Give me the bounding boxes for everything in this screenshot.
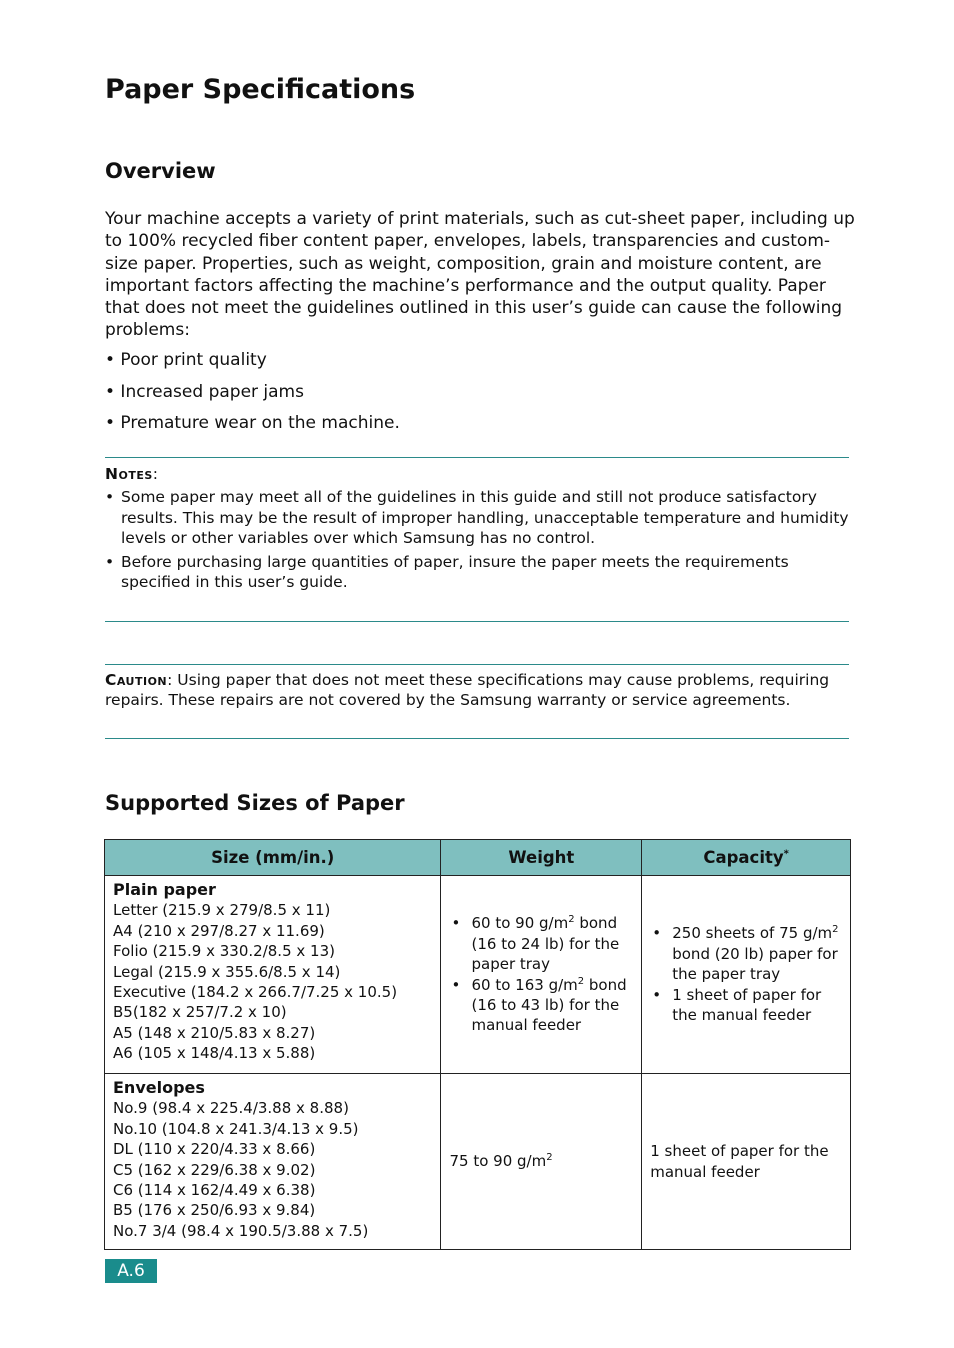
paper-sizes-table [104, 839, 851, 1250]
overview-bullet: • Premature wear on the machine. [105, 413, 400, 433]
capacity-list [650, 923, 842, 1025]
capacity-cell [642, 876, 851, 1074]
size-item: No.9 (98.4 x 225.4/3.88 x 8.88) [113, 1099, 349, 1118]
overview-paragraph: Your machine accepts a variety of print materials, such as cut-sheet paper, including up to 100% recycled fiber content paper, envelopes, labels, transparencies and custom-size paper. Properties, such as weight, composition, grain and moisture content, are important factors affecting the machine’s performance and the output quality. Paper that does not meet the guidelines outlined in this user’s guide can cause the following problems: [105, 209, 855, 341]
size-item: No.10 (104.8 x 241.3/4.13 x 9.5) [113, 1119, 359, 1138]
divider [105, 664, 849, 665]
divider [105, 738, 849, 739]
weight-text: 60 to 163 g/m [471, 975, 578, 994]
overview-heading: Overview [105, 159, 216, 183]
header-capacity [642, 840, 851, 876]
superscript: 2 [577, 975, 585, 987]
size-item: B5 (176 x 250/6.93 x 9.84) [113, 1201, 316, 1220]
size-item: C6 (114 x 162/4.49 x 6.38) [113, 1181, 316, 1200]
capacity-item [650, 923, 842, 984]
weight-text: bond (16 to 43 lb) for the manual feeder [471, 975, 627, 1035]
size-item: Legal (215.9 x 355.6/8.5 x 14) [113, 962, 341, 981]
row-title: Plain paper [113, 880, 216, 899]
overview-bullet: • Increased paper jams [105, 382, 304, 402]
weight-cell [441, 1074, 642, 1250]
notes-label-line [105, 464, 849, 484]
size-item: B5(182 x 257/7.2 x 10) [113, 1003, 287, 1022]
table-header-row [105, 840, 851, 876]
superscript: 2 [832, 924, 839, 936]
notes-block [105, 464, 849, 593]
capacity-text: 1 sheet of paper for the manual feeder [672, 985, 822, 1025]
header-weight: Weight [441, 840, 642, 876]
row-title: Envelopes [113, 1078, 205, 1097]
capacity-cell: 1 sheet of paper for the manual feeder [642, 1074, 851, 1250]
supported-sizes-heading: Supported Sizes of Paper [105, 791, 405, 815]
caution-label: Caution [105, 671, 168, 689]
size-item: Folio (215.9 x 330.2/8.5 x 13) [113, 942, 335, 961]
superscript: 2 [546, 1152, 553, 1164]
page-title: Paper Specifications [105, 74, 416, 105]
page-number: A.6 [105, 1259, 157, 1283]
weight-text: 75 to 90 g/m [449, 1152, 547, 1171]
size-item: DL (110 x 220/4.33 x 8.66) [113, 1140, 316, 1159]
size-item: A6 (105 x 148/4.13 x 5.88) [113, 1044, 316, 1063]
weight-item [449, 975, 633, 1036]
weight-text: 60 to 90 g/m [471, 914, 569, 933]
size-cell [105, 876, 441, 1074]
footnote-mark: * [783, 848, 789, 860]
note-item: • Before purchasing large quantities of paper, insure the paper meets the requirements specified in this user’s guide. [105, 552, 849, 593]
table-row [105, 876, 851, 1074]
size-item: A4 (210 x 297/8.27 x 11.69) [113, 921, 325, 940]
capacity-text: 250 sheets of 75 g/m [672, 924, 833, 943]
size-item: Letter (215.9 x 279/8.5 x 11) [113, 901, 331, 920]
caution-block [105, 670, 849, 711]
size-item: No.7 3/4 (98.4 x 190.5/3.88 x 7.5) [113, 1221, 369, 1240]
weight-cell [441, 876, 642, 1074]
size-cell [105, 1074, 441, 1250]
notes-colon: : [152, 465, 158, 483]
header-capacity-label: Capacity [703, 848, 784, 867]
weight-text: bond (16 to 24 lb) for the paper tray [471, 914, 620, 974]
overview-bullet: • Poor print quality [105, 350, 267, 370]
table-row [105, 1074, 851, 1250]
superscript: 2 [568, 914, 575, 926]
capacity-item [650, 985, 842, 1026]
notes-label: Notes [105, 465, 153, 483]
divider [105, 621, 849, 622]
size-item: Executive (184.2 x 266.7/7.25 x 10.5) [113, 983, 398, 1002]
note-item: • Some paper may meet all of the guidelines in this guide and still not produce satisfactory results. This may be the result of improper handling, unacceptable temperature and humidity levels or other variables over which Samsung has no control. [105, 487, 849, 548]
weight-list [449, 913, 633, 1035]
divider [105, 457, 849, 458]
size-item: C5 (162 x 229/6.38 x 9.02) [113, 1160, 316, 1179]
header-size: Size (mm/in.) [105, 840, 441, 876]
weight-item [449, 913, 633, 974]
caution-text: : Using paper that does not meet these specifications may cause problems, requiring repairs. These repairs are not covered by the Samsung warranty or service agreements. [105, 671, 830, 710]
size-item: A5 (148 x 210/5.83 x 8.27) [113, 1023, 316, 1042]
capacity-text: bond (20 lb) paper for the paper tray [672, 944, 838, 984]
